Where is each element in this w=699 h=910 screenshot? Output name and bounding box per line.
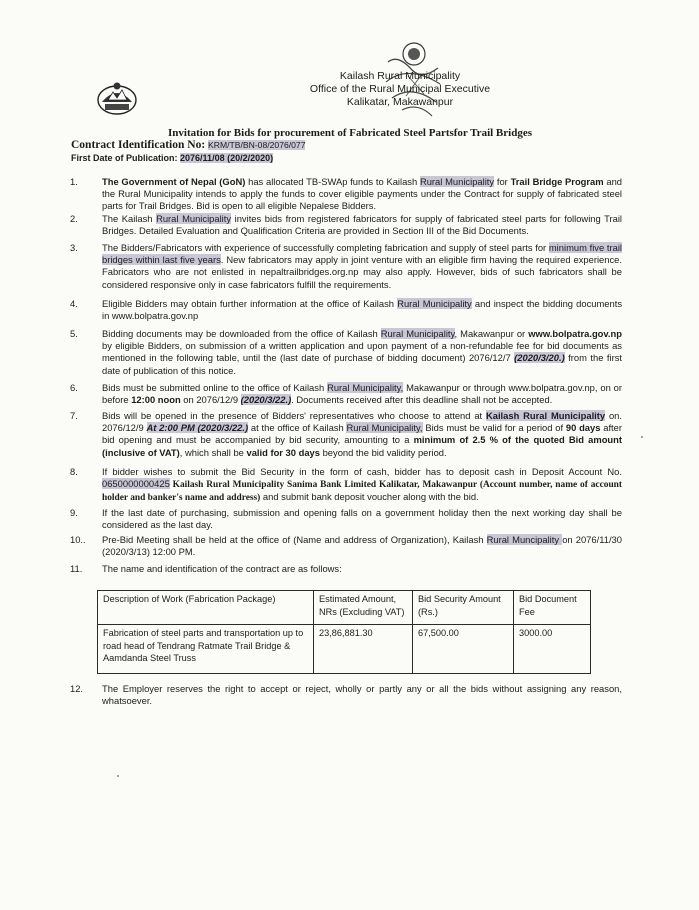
item-text-run: 0650000000425: [102, 478, 170, 490]
item-number: 11.: [70, 563, 83, 574]
item-text-run: on 2076/12/9: [180, 394, 241, 406]
cell-description: Fabrication of steel parts and transportation up to road head of Tendrang Ratmate Trail Bridge & Aamdanda Steel Truss: [98, 625, 314, 674]
item-text-run: . New fabricators may apply in joint venture with an eligible firm having the required experience. Fabricators who are not enlisted in nepaltrailbridges.org.np may also apply. However, bids of such fabricators shall be considered responsive only in case fabricators fulfill the requirements.: [102, 254, 622, 290]
cell-bid-security: 67,500.00: [413, 625, 514, 674]
item-text-run: Bidding documents may be downloaded from the office of Kailash: [102, 328, 381, 339]
cell-document-fee: 3000.00: [514, 625, 591, 674]
item-text: [102, 176, 622, 213]
item-text-run: (2020/3/20.): [514, 352, 565, 364]
item-text-run: (2020/3/22.): [240, 394, 292, 406]
item-text-run: The Government of Nepal (GoN): [102, 176, 246, 187]
item-text: [102, 410, 622, 459]
item-text-run: The Kailash: [102, 213, 157, 224]
item-text-run: Kailash Rural Municipality Sanima Bank Limited Kalikatar, Makawanpur (Account number, name of account holder and banker's name and address): [102, 480, 622, 504]
header-line-1: Kailash Rural Municipality: [339, 70, 461, 82]
item-text-run: Trail Bridge Program: [510, 176, 604, 187]
item-text-run: Rural Municipality: [419, 176, 495, 187]
item-text-run: . Documents received after this deadline shall not be accepted.: [291, 394, 553, 406]
item-text-run: Bids must be valid for a period of: [422, 422, 566, 434]
item-text-run: from the first date of publication of this notice.: [102, 352, 622, 376]
item-number: 7.: [70, 410, 78, 421]
item-number: 8.: [70, 466, 78, 477]
item-text-run: and the Rural Municipality intends to apply the funds to cover eligible payments under the Contract for supply of fabricated steel parts for Trail Bridges. Bid is open to all eligible Nepalese Bidders.: [102, 176, 623, 212]
item-text: [102, 213, 622, 237]
item-text-run: Eligible Bidders may obtain further information at the office of Kailash: [102, 298, 398, 309]
document-title: Invitation for Bids for procurement of Fabricated Steel Partsfor Trail Bridges: [168, 127, 532, 139]
notice-item-3: [70, 242, 622, 291]
item-text-run: The name and identification of the contract are as follows:: [102, 563, 342, 574]
contract-id-label: Contract Identification No:: [71, 139, 206, 151]
item-text-run: beyond the bid validity period.: [319, 446, 447, 458]
notice-item-8: [70, 466, 622, 505]
office-header: [270, 70, 530, 109]
item-text-run: , Makawanpur or: [454, 328, 529, 339]
government-emblem-icon: [96, 80, 138, 116]
item-number: 3.: [70, 242, 78, 253]
notice-item-5: [70, 328, 622, 377]
col-header-bid-security: Bid Security Amount (Rs.): [413, 591, 514, 625]
item-text-run: The Employer reserves the right to accept or reject, wholly or partly any or all the bids without assigning any reason, whatsoever.: [102, 683, 622, 707]
item-text-run: and inspect the bidding documents in www.bolpatra.gov.np: [102, 298, 623, 322]
header-line-2: Office of the Rural Municipal Executive: [309, 83, 491, 95]
notice-item-2: [70, 213, 622, 237]
item-number: 6.: [70, 382, 78, 393]
contract-table: [97, 590, 591, 674]
item-text-run: and submit bank deposit voucher along with the bid.: [260, 491, 479, 503]
contract-id-value: KRM/TB/BN-08/2076/077: [208, 140, 306, 150]
col-header-document-fee: Bid Document Fee: [514, 591, 591, 625]
item-text: [102, 298, 622, 322]
item-text-run: has allocated TB-SWAp funds to Kailash: [245, 176, 420, 187]
item-number: 5.: [70, 328, 78, 339]
item-text-run: If bidder wishes to submit the Bid Security in the form of cash, bidder has to deposit cash in Deposit Account No.: [102, 466, 622, 477]
contract-identification: [71, 139, 305, 151]
item-text-run: Pre-Bid Meeting shall be held at the office of (Name and address of Organization), Kailash: [102, 534, 487, 545]
item-text: [102, 563, 622, 575]
cell-estimated-amount: 23,86,881.30: [314, 625, 413, 674]
item-text-run: Rural Municipality,: [327, 382, 404, 393]
item-text-run: minimum of 2.5 % of the quoted Bid amount (inclusive of VAT): [102, 434, 623, 458]
item-number: 1.: [70, 176, 78, 187]
col-header-description: Description of Work (Fabrication Package): [98, 591, 314, 625]
item-text: [102, 328, 622, 377]
notice-item-4: [70, 298, 622, 322]
item-text: [102, 382, 622, 406]
item-text-run: on 2076/11/30 (2020/3/13) 12:00 PM.: [102, 534, 622, 558]
publication-date: [71, 152, 273, 164]
notice-item-7: [70, 410, 622, 459]
item-text-run: invites bids from registered fabricators for supply of fabricated steel parts for following Trail Bridges. Detailed Evaluation and Qualification Criteria are provided in Section III of the Bid Documents.: [102, 213, 622, 237]
item-text-run: Rural Muncipality: [486, 534, 563, 545]
item-number: 2.: [70, 213, 78, 224]
notice-item-6: [70, 382, 622, 406]
notice-item-12: [70, 683, 622, 707]
item-text: [102, 466, 622, 505]
scan-speck: [117, 775, 119, 777]
notice-item-11: [70, 563, 622, 575]
table-header-row: [98, 591, 591, 625]
item-number: 10..: [70, 534, 86, 545]
item-text-run: Rural Municipality: [397, 298, 472, 309]
publication-date-label: First Date of Publication:: [71, 153, 178, 163]
item-text-run: Kailash Rural Municipality: [485, 410, 606, 421]
header-line-3: Kalikatar, Makawanpur: [346, 96, 454, 108]
item-number: 9.: [70, 507, 78, 518]
item-text-run: after bid opening and must be accompanied by bid security, amounting to a: [102, 422, 622, 446]
item-text-run: at the office of Kailash: [248, 422, 347, 434]
item-text-run: Makawanpur or through www.bolpatra.gov.np, on or before: [102, 382, 622, 406]
item-text-run: minimum five trail bridges within last five years: [102, 242, 622, 266]
item-text-run: valid for 30 days: [246, 446, 320, 458]
publication-date-value: 2076/11/08 (20/2/2020): [180, 153, 274, 163]
item-text-run: www.bolpatra.gov.np: [528, 328, 622, 339]
item-text: [102, 534, 622, 558]
item-number: 4.: [70, 298, 78, 309]
table-row: [98, 625, 591, 674]
notice-item-1: [70, 176, 622, 213]
item-text-run: At 2:00 PM (2020/3/22.): [146, 422, 249, 434]
item-text-run: The Bidders/Fabricators with experience of successfully completing fabrication and supply of steel parts for: [102, 242, 549, 253]
notice-item-9: [70, 507, 622, 531]
scan-speck: [641, 436, 643, 438]
item-text-run: for: [494, 176, 511, 187]
item-text-run: Rural Municipality,: [346, 422, 423, 434]
item-text-run: , which shall be: [179, 446, 247, 458]
item-text-run: 12:00 noon: [131, 394, 181, 406]
item-text-run: If the last date of purchasing, submission and opening falls on a government holiday then the next working day shall be considered as the last day.: [102, 507, 622, 531]
item-text: [102, 507, 622, 531]
item-text-run: Rural Municipality: [380, 328, 455, 339]
item-text-run: Rural Municipality: [156, 213, 232, 224]
item-text: [102, 242, 622, 291]
item-text-run: on. 2076/12/9: [102, 410, 622, 434]
item-text-run: Bids must be submitted online to the office of Kailash: [102, 382, 328, 393]
item-text-run: by eligible Bidders, on submission of a written application and upon payment of a non-refundable fee for bid documents as mentioned in the following table, until the (last date of purchase of bidding document) 2076/12/7: [102, 340, 622, 364]
item-text: [102, 683, 622, 707]
item-text-run: Bids will be opened in the presence of Bidders' representatives who choose to attend at: [102, 410, 486, 421]
item-number: 12.: [70, 683, 84, 694]
col-header-estimated-amount: Estimated Amount, NRs (Excluding VAT): [314, 591, 413, 625]
item-text-run: 90 days: [565, 422, 601, 434]
notice-item-10: [70, 534, 622, 558]
